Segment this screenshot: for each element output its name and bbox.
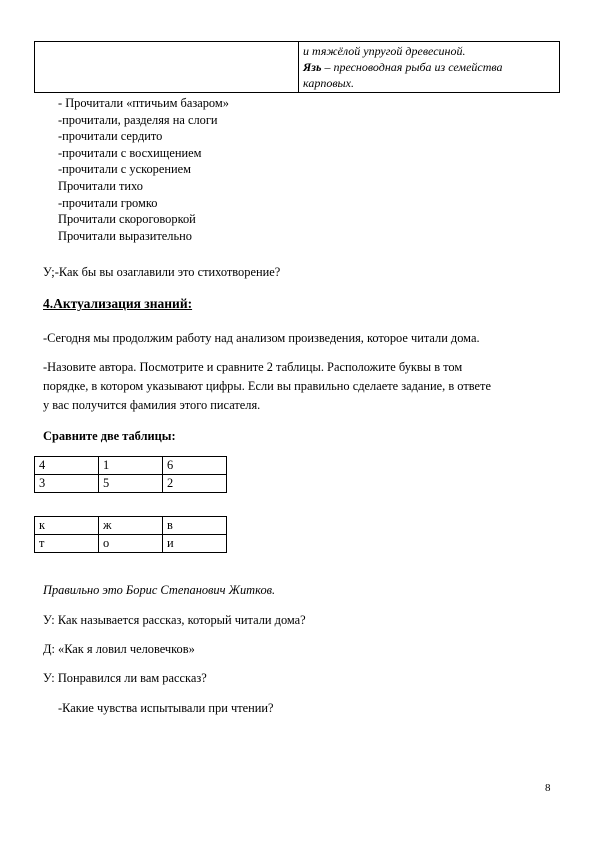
table-column-divider — [298, 42, 299, 92]
paragraph-task-line: у вас получится фамилия этого писателя. — [43, 398, 261, 412]
table-cell: и — [163, 535, 227, 553]
table-cell: т — [35, 535, 99, 553]
table-cell: 2 — [163, 475, 227, 493]
definition-line: карповых. — [303, 76, 354, 90]
dialog-line: У: Понравился ли вам рассказ? — [43, 671, 207, 685]
table-cell: в — [163, 517, 227, 535]
table-cell: 5 — [99, 475, 163, 493]
paragraph-continue-work: -Сегодня мы продолжим работу над анализом произведения, которое читали дома. — [43, 331, 480, 345]
page-number: 8 — [545, 782, 551, 794]
list-item: Прочитали скороговоркой — [58, 212, 196, 227]
list-item: -прочитали с восхищением — [58, 145, 202, 160]
dialog-line: Д: «Как я ловил человечков» — [43, 642, 195, 656]
definition-cell — [303, 43, 555, 91]
paragraph-task-line: -Назовите автора. Посмотрите и сравните 2 таблицы. Расположите буквы в том — [43, 360, 463, 374]
definition-line — [303, 59, 555, 75]
table-cell: к — [35, 517, 99, 535]
definition-text: – пресноводная рыба из семейства — [321, 60, 503, 74]
table-row — [35, 475, 227, 493]
list-item: - Прочитали «птичьим базаром» — [58, 96, 229, 110]
dialog-line: -Какие чувства испытывали при чтении? — [58, 701, 274, 715]
table-row — [35, 517, 227, 535]
letters-table — [34, 516, 227, 553]
question-title: У;-Как бы вы озаглавили это стихотворение? — [43, 265, 281, 279]
list-item: -прочитали сердито — [58, 129, 163, 144]
table-cell: 6 — [163, 457, 227, 475]
numbers-table — [34, 456, 227, 493]
table-cell: ж — [99, 517, 163, 535]
dialog-line: У: Как называется рассказ, который читали дома? — [43, 613, 306, 627]
table-cell: о — [99, 535, 163, 553]
table-row — [35, 457, 227, 475]
paragraph-task-line: порядке, в котором указывают цифры. Если вы правильно сделаете задание, в ответе — [43, 379, 491, 393]
reading-modes-list — [58, 95, 229, 244]
list-item: -прочитали громко — [58, 195, 158, 210]
list-item: Прочитали выразительно — [58, 228, 192, 243]
table-cell: 3 — [35, 475, 99, 493]
table-cell: 4 — [35, 457, 99, 475]
list-item: -прочитали, разделяя на слоги — [58, 112, 218, 127]
definition-table-fragment — [34, 41, 560, 93]
list-item: Прочитали тихо — [58, 178, 143, 193]
answer-text: Правильно это Борис Степанович Житков. — [43, 583, 276, 597]
table-row — [35, 535, 227, 553]
compare-label: Сравните две таблицы: — [43, 429, 176, 443]
list-item: -прочитали с ускорением — [58, 162, 191, 177]
term-yaz: Язь — [303, 60, 322, 74]
definition-line: и тяжёлой упругой древесиной. — [303, 44, 466, 58]
section-heading: 4.Актуализация знаний: — [43, 296, 193, 311]
table-cell: 1 — [99, 457, 163, 475]
